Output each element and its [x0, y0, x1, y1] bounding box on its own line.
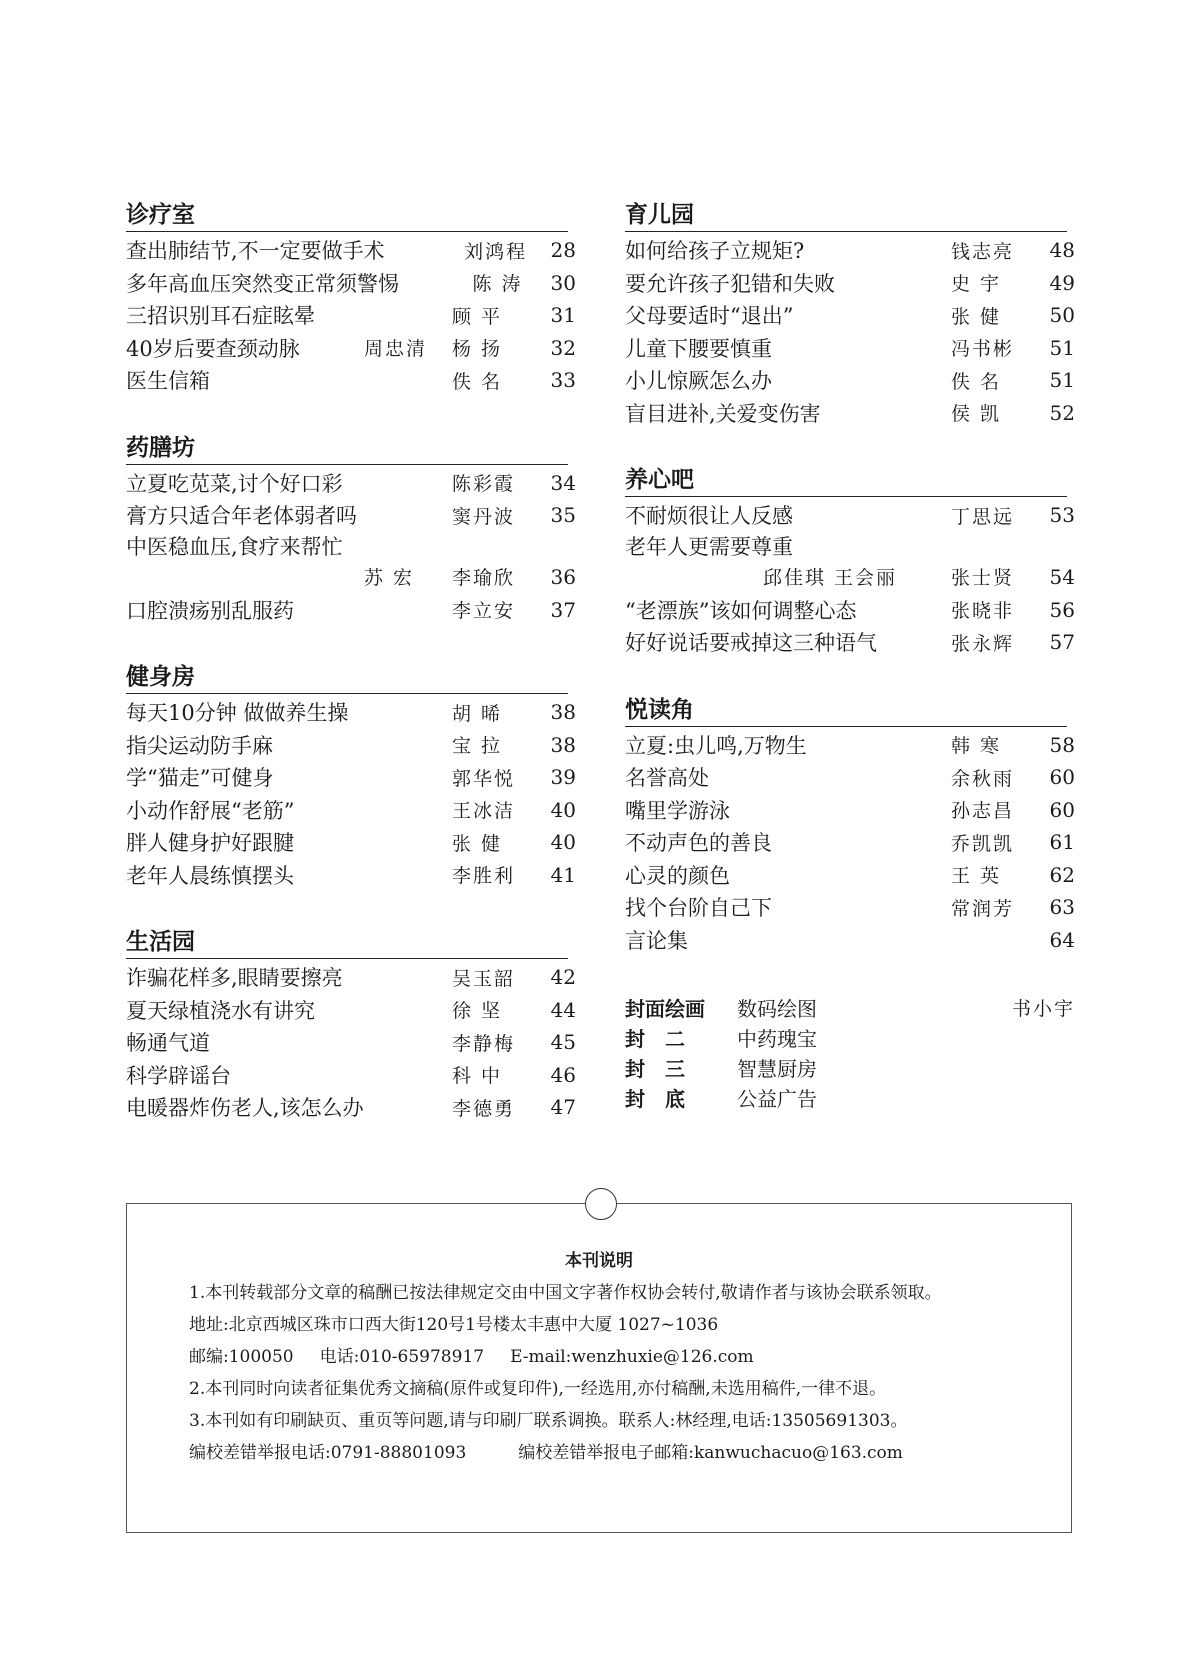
- entry-title: 多年高血压突然变正常须警惕: [126, 271, 399, 296]
- toc-entry[interactable]: [126, 234, 576, 267]
- toc-entry[interactable]: [625, 560, 1075, 594]
- cover-credits: [625, 992, 1075, 1112]
- toc-entry[interactable]: [625, 499, 1075, 532]
- entry-page: 36: [550, 564, 576, 589]
- section-title: 药膳坊: [126, 433, 568, 465]
- notice-paragraph-3: 3.本刊如有印刷缺页、重页等问题,请与印刷厂联系调换。联系人:林经理,电话:13505691303。: [189, 1411, 908, 1431]
- section-title: 悦读角: [625, 695, 1067, 727]
- cover-row: [625, 1052, 1075, 1082]
- entry-page: 49: [1049, 270, 1075, 295]
- entry-page: 32: [550, 335, 576, 360]
- entry-page: 33: [550, 368, 576, 393]
- toc-entry[interactable]: [126, 560, 576, 594]
- entry-title: 如何给孩子立规矩?: [625, 239, 805, 264]
- entry-author: 胡 晞: [452, 702, 503, 725]
- toc-left-column: [126, 200, 576, 1160]
- entry-title: 小动作舒展“老筋”: [126, 798, 295, 823]
- entry-title: 三招识别耳石症眩晕: [126, 304, 315, 329]
- entry-title: 口腔溃疡别乱服药: [126, 598, 294, 623]
- entry-author: 韩 寒: [951, 735, 1002, 758]
- toc-entry[interactable]: [126, 499, 576, 532]
- toc-entry[interactable]: [625, 924, 1075, 957]
- entry-title: 每天10分钟 做做养生操: [126, 701, 349, 726]
- circle-ornament-icon: [585, 1188, 617, 1220]
- cover-value: 中药瑰宝: [737, 1026, 817, 1051]
- entry-author: 张 健: [951, 305, 1002, 328]
- entry-author: 李瑜欣: [452, 567, 516, 589]
- cover-label: 封 三: [625, 1056, 685, 1081]
- toc-entry[interactable]: [625, 794, 1075, 827]
- entry-page: 58: [1049, 732, 1075, 757]
- entry-coauthor: 苏 宏: [364, 567, 415, 589]
- toc-entry[interactable]: [126, 1059, 576, 1092]
- entry-author: 顾 平: [452, 305, 503, 328]
- entry-author: 陈彩霞: [452, 473, 516, 496]
- entry-author: 史 宇: [951, 273, 1002, 296]
- toc-entry[interactable]: [625, 626, 1075, 659]
- toc-entry[interactable]: [126, 859, 576, 892]
- entry-author: 陈 涛: [472, 273, 523, 296]
- entry-page: 41: [550, 862, 576, 887]
- toc-entry[interactable]: [126, 994, 576, 1027]
- entry-author: 科 中: [452, 1065, 503, 1088]
- section-yangxinba: [625, 465, 1075, 659]
- notice-contact-line: [149, 1341, 1049, 1373]
- entry-author: 冯书彬: [951, 338, 1015, 361]
- cover-value: 数码绘图: [737, 996, 817, 1021]
- entry-author: 张 健: [452, 832, 503, 855]
- entry-author: 宝 拉: [452, 735, 503, 758]
- entry-title: 找个台阶自己下: [625, 896, 772, 921]
- entry-title: 老年人晨练慎摆头: [126, 863, 294, 888]
- toc-entry[interactable]: [625, 299, 1075, 332]
- entry-page: 60: [1049, 797, 1075, 822]
- toc-entry[interactable]: [126, 594, 576, 627]
- entry-title: 40岁后要查颈动脉: [126, 336, 300, 361]
- toc-entry[interactable]: [126, 1026, 576, 1059]
- entry-author: 王 英: [951, 865, 1002, 888]
- entry-title: 老年人更需要尊重: [625, 534, 793, 559]
- entry-author: 李胜利: [452, 865, 516, 888]
- toc-entry[interactable]: [625, 729, 1075, 762]
- entry-title: 要允许孩子犯错和失败: [625, 271, 835, 296]
- entry-page: 47: [550, 1095, 576, 1120]
- notice-title: 本刊说明: [565, 1251, 633, 1271]
- entry-author: 李立安: [452, 600, 516, 623]
- section-yuedujiao: [625, 695, 1075, 957]
- entry-title: 儿童下腰要慎重: [625, 336, 772, 361]
- entry-page: 35: [550, 503, 576, 528]
- cover-row: [625, 992, 1075, 1022]
- section-zhenliaoshi: [126, 200, 576, 397]
- error-report-email[interactable]: 编校差错举报电子邮箱:kanwuchacuo@163.com: [518, 1443, 903, 1463]
- error-report-phone: 编校差错举报电话:0791-88801093: [189, 1443, 467, 1463]
- entry-author: 钱志亮: [951, 240, 1015, 263]
- cover-value: 公益广告: [737, 1086, 817, 1111]
- toc-right-column: [625, 200, 1075, 1112]
- entry-author: 佚 名: [951, 370, 1002, 393]
- toc-entry[interactable]: [126, 267, 576, 300]
- entry-page: 39: [550, 765, 576, 790]
- toc-entry[interactable]: [126, 794, 576, 827]
- entry-page: 38: [550, 700, 576, 725]
- entry-page: 56: [1049, 597, 1075, 622]
- toc-entry[interactable]: [126, 761, 576, 794]
- toc-entry[interactable]: [126, 532, 576, 560]
- toc-entry[interactable]: [625, 859, 1075, 892]
- entry-title: 言论集: [625, 928, 688, 953]
- notice-paragraph-2: 2.本刊同时向读者征集优秀文摘稿(原件或复印件),一经选用,亦付稿酬,未选用稿件,一律不退。: [189, 1379, 887, 1399]
- entry-title: 膏方只适合年老体弱者吗: [126, 504, 357, 529]
- toc-entry[interactable]: [625, 267, 1075, 300]
- toc-entry[interactable]: [126, 729, 576, 762]
- cover-value: 智慧厨房: [737, 1056, 817, 1081]
- section-jianshenfang: [126, 662, 576, 891]
- entry-author: 张永辉: [951, 632, 1015, 655]
- notice-address: 地址:北京西城区珠市口西大街120号1号楼太丰惠中大厦 1027~1036: [189, 1315, 719, 1335]
- entry-page: 54: [1049, 564, 1075, 589]
- entry-page: 60: [1049, 765, 1075, 790]
- entry-page: 61: [1049, 830, 1075, 855]
- entry-page: 48: [1049, 238, 1075, 263]
- entry-page: 53: [1049, 503, 1075, 528]
- cover-label: 封 底: [625, 1086, 685, 1111]
- entry-title: 胖人健身护好跟腱: [126, 831, 294, 856]
- entry-author: 徐 坚: [452, 1000, 503, 1023]
- section-yueryuan: [625, 200, 1075, 429]
- entry-title: 名誉高处: [625, 766, 709, 791]
- entry-author: 孙志昌: [951, 800, 1015, 823]
- entry-title: 立夏:虫儿鸣,万物生: [625, 733, 807, 758]
- section-title: 生活园: [126, 927, 568, 959]
- notice-email[interactable]: E-mail:wenzhuxie@126.com: [510, 1347, 754, 1367]
- entry-title: 畅通气道: [126, 1031, 210, 1056]
- entry-page: 57: [1049, 630, 1075, 655]
- entry-page: 34: [550, 470, 576, 495]
- entry-title: 心灵的颜色: [625, 863, 730, 888]
- toc-entry[interactable]: [126, 1091, 576, 1124]
- entry-page: 42: [550, 965, 576, 990]
- entry-title: 医生信箱: [126, 369, 210, 394]
- entry-page: 46: [550, 1062, 576, 1087]
- entry-page: 50: [1049, 303, 1075, 328]
- notice-phone: 电话:010-65978917: [319, 1347, 485, 1367]
- toc-entry[interactable]: [126, 364, 576, 397]
- entry-page: 62: [1049, 862, 1075, 887]
- entry-title: 诈骗花样多,眼睛要擦亮: [126, 966, 343, 991]
- toc-entry[interactable]: [625, 364, 1075, 397]
- entry-page: 28: [550, 238, 576, 263]
- entry-author: 常润芳: [951, 897, 1015, 920]
- entry-title: 科学辟谣台: [126, 1063, 231, 1088]
- entry-title: 立夏吃苋菜,讨个好口彩: [126, 471, 343, 496]
- entry-title: 指尖运动防手麻: [126, 733, 273, 758]
- entry-author: 刘鸿程: [464, 240, 528, 263]
- entry-author: 杨 扬: [452, 338, 503, 361]
- toc-entry[interactable]: [625, 891, 1075, 924]
- toc-entry[interactable]: [126, 332, 576, 365]
- toc-entry[interactable]: [126, 826, 576, 859]
- entry-page: 38: [550, 732, 576, 757]
- entry-title: 中医稳血压,食疗来帮忙: [126, 534, 343, 559]
- entry-author: 王冰洁: [452, 800, 516, 823]
- notice-error-report: [149, 1437, 1049, 1469]
- entry-page: 44: [550, 997, 576, 1022]
- section-title: 育儿园: [625, 200, 1067, 232]
- entry-title: 夏天绿植浇水有讲究: [126, 998, 315, 1023]
- cover-row: [625, 1022, 1075, 1052]
- entry-author: 郭华悦: [452, 767, 516, 790]
- entry-page: 51: [1049, 368, 1075, 393]
- entry-author: 侯 凯: [951, 403, 1002, 426]
- section-title: 诊疗室: [126, 200, 568, 232]
- entry-title: 父母要适时“退出”: [625, 304, 794, 329]
- toc-entry[interactable]: [625, 397, 1075, 430]
- entry-page: 37: [550, 597, 576, 622]
- section-title: 养心吧: [625, 465, 1067, 497]
- section-title: 健身房: [126, 662, 568, 694]
- entry-title: 嘴里学游泳: [625, 798, 730, 823]
- entry-page: 40: [550, 797, 576, 822]
- toc-entry[interactable]: [625, 761, 1075, 794]
- entry-page: 40: [550, 830, 576, 855]
- entry-author: 佚 名: [452, 370, 503, 393]
- entry-author: 张士贤: [951, 567, 1015, 589]
- notice-paragraph-1: 1.本刊转载部分文章的稿酬已按法律规定交由中国文字著作权协会转付,敬请作者与该协会联系领取。: [189, 1283, 942, 1303]
- entry-author: 丁思远: [951, 505, 1015, 528]
- toc-entry[interactable]: [625, 332, 1075, 365]
- toc-entry[interactable]: [126, 467, 576, 500]
- entry-author: 张晓非: [951, 600, 1015, 623]
- toc-entry[interactable]: [625, 826, 1075, 859]
- section-shenghuoyuan: [126, 927, 576, 1124]
- entry-author: 李静梅: [452, 1032, 516, 1055]
- entry-title: 小儿惊厥怎么办: [625, 369, 772, 394]
- entry-coauthors: 邱佳琪 王会丽: [763, 567, 898, 589]
- entry-page: 51: [1049, 335, 1075, 360]
- entry-page: 30: [550, 270, 576, 295]
- entry-title: 好好说话要戒掉这三种语气: [625, 631, 877, 656]
- entry-title: 不耐烦很让人反感: [625, 504, 793, 529]
- entry-page: 52: [1049, 400, 1075, 425]
- entry-page: 31: [550, 303, 576, 328]
- cover-label: 封 二: [625, 1026, 685, 1051]
- entry-author: 余秋雨: [951, 767, 1015, 790]
- toc-entry[interactable]: [126, 961, 576, 994]
- toc-entry[interactable]: [126, 696, 576, 729]
- notice-box: [126, 1203, 1072, 1533]
- entry-coauthor: 周忠清: [364, 338, 428, 361]
- notice-postcode: 邮编:100050: [189, 1347, 294, 1367]
- entry-author: 李德勇: [452, 1097, 516, 1120]
- entry-author: 吴玉韶: [452, 967, 516, 990]
- toc-entry[interactable]: [625, 532, 1075, 560]
- toc-entry[interactable]: [625, 234, 1075, 267]
- section-yaoshanfang: [126, 433, 576, 627]
- toc-entry[interactable]: [625, 594, 1075, 627]
- cover-label: 封面绘画: [625, 996, 705, 1021]
- entry-title: “老漂族”该如何调整心态: [625, 598, 857, 623]
- toc-entry[interactable]: [126, 299, 576, 332]
- entry-author: 窦丹波: [452, 505, 516, 528]
- entry-page: 45: [550, 1030, 576, 1055]
- cover-row: [625, 1082, 1075, 1112]
- entry-title: 不动声色的善良: [625, 831, 772, 856]
- entry-title: 盲目进补,关爱变伤害: [625, 401, 821, 426]
- entry-page: 64: [1049, 927, 1075, 952]
- entry-page: 63: [1049, 895, 1075, 920]
- entry-title: 电暖器炸伤老人,该怎么办: [126, 1096, 364, 1121]
- entry-title: 学“猫走”可健身: [126, 766, 274, 791]
- cover-author: 书小宇: [1011, 997, 1075, 1020]
- entry-author: 乔凯凯: [951, 832, 1015, 855]
- entry-title: 查出肺结节,不一定要做手术: [126, 239, 385, 264]
